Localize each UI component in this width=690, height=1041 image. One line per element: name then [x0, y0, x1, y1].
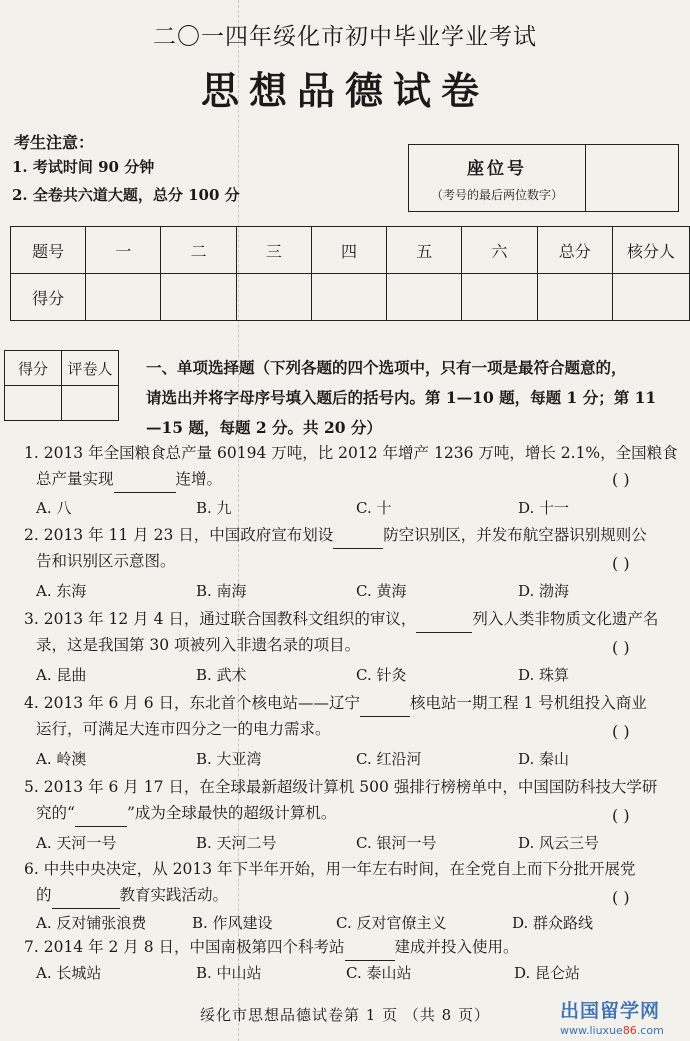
question-3-option-b[interactable]: B. 武术 — [196, 666, 247, 684]
watermark-url-num: 86 — [622, 1024, 637, 1037]
question-4-line2: 运行，可满足大连市四分之一的电力需求。 — [36, 720, 331, 738]
score-header-3: 三 — [236, 227, 311, 274]
question-5-line2-pre: 究的“ — [36, 804, 75, 822]
question-6-line2-post: 教育实践活动。 — [119, 886, 229, 904]
question-2-blank[interactable] — [333, 522, 383, 549]
question-1-option-a[interactable]: A. 八 — [36, 499, 72, 517]
question-1-line2-pre: 总产量实现 — [36, 470, 114, 488]
question-2-line1-post: 防空识别区，并发布航空器识别规则公 — [383, 526, 647, 544]
grader-name-label: 评卷人 — [62, 351, 119, 386]
question-6-option-d[interactable]: D. 群众路线 — [512, 914, 594, 932]
question-6-line2-pre: 的 — [36, 886, 52, 904]
seat-number-field[interactable] — [586, 145, 679, 212]
question-7-line1-pre: 7. 2014 年 2 月 8 日，中国南极第四个科考站 — [24, 938, 345, 956]
score-header-1: 一 — [86, 227, 161, 274]
question-3-line1 — [24, 606, 658, 633]
question-4-option-d[interactable]: D. 秦山 — [518, 750, 570, 768]
question-6-answer-paren[interactable]: ( ) — [612, 888, 630, 907]
watermark-brand: 出国留学网 — [560, 1000, 661, 1022]
watermark-logo — [560, 996, 664, 1037]
question-5-option-a[interactable]: A. 天河一号 — [36, 834, 117, 852]
question-5-line2-post: ”成为全球最快的超级计算机。 — [126, 804, 337, 822]
section-heading-line3: —15 题，每题 2 分。共 20 分） — [146, 418, 382, 437]
question-2-option-a[interactable]: A. 东海 — [36, 582, 87, 600]
page-footer: 绥化市思想品德试卷第 1 页 （共 8 页） — [200, 1006, 490, 1024]
score-header-total: 总分 — [537, 227, 612, 274]
section-heading-line2: 请选出并将字母序号填入题后的括号内。第 1—10 题，每题 1 分；第 11 — [146, 388, 657, 407]
watermark-url-pre: www.liuxue — [560, 1024, 623, 1037]
question-5-option-c[interactable]: C. 银河一号 — [356, 834, 437, 852]
question-6-option-b[interactable]: B. 作风建设 — [192, 914, 273, 932]
question-1-answer-paren[interactable]: ( ) — [612, 470, 630, 489]
question-3-line2: 录，这是我国第 30 项被列入非遗名录的项目。 — [36, 636, 361, 654]
fold-line — [238, 0, 239, 1041]
score-cell-3[interactable] — [236, 274, 311, 321]
question-3-option-a[interactable]: A. 昆曲 — [36, 666, 87, 684]
notice-item-time: 1. 考试时间 90 分钟 — [12, 158, 155, 176]
question-2-answer-paren[interactable]: ( ) — [612, 554, 630, 573]
question-1-line2-post: 连增。 — [175, 470, 223, 488]
score-cell-2[interactable] — [161, 274, 236, 321]
score-row-label: 得分 — [11, 274, 86, 321]
question-1-option-b[interactable]: B. 九 — [196, 499, 232, 517]
watermark-url — [560, 1024, 664, 1037]
question-4-line1-pre: 4. 2013 年 6 月 6 日，东北首个核电站——辽宁 — [24, 694, 361, 712]
question-6-blank[interactable] — [52, 882, 120, 909]
question-5-line2 — [36, 800, 336, 827]
question-4-option-b[interactable]: B. 大亚湾 — [196, 750, 262, 768]
section-heading-line1: 一、单项选择题（下列各题的四个选项中，只有一项是最符合题意的， — [146, 358, 627, 377]
question-2-option-d[interactable]: D. 渤海 — [518, 582, 570, 600]
score-cell-4[interactable] — [311, 274, 386, 321]
question-5-option-d[interactable]: D. 风云三号 — [518, 834, 600, 852]
question-4-line1-post: 核电站一期工程 1 号机组投入商业 — [410, 694, 647, 712]
score-cell-5[interactable] — [387, 274, 462, 321]
question-3-option-d[interactable]: D. 珠算 — [518, 666, 570, 684]
seat-number-label: 座位号 — [467, 158, 527, 179]
question-6-line1: 6. 中共中央决定，从 2013 年下半年开始，用一年左右时间，在全党自上而下分批开展党 — [24, 860, 636, 878]
question-7-option-d[interactable]: D. 昆仑站 — [514, 964, 581, 982]
score-header-checker: 核分人 — [612, 227, 689, 274]
question-4-line1 — [24, 690, 647, 717]
question-3-answer-paren[interactable]: ( ) — [612, 638, 630, 657]
question-7-line1-post: 建成并投入使用。 — [394, 938, 519, 956]
score-cell-6[interactable] — [462, 274, 537, 321]
question-6-option-c[interactable]: C. 反对官僚主义 — [336, 914, 447, 932]
score-header-4: 四 — [311, 227, 386, 274]
score-table-header-row — [11, 227, 690, 274]
score-header-6: 六 — [462, 227, 537, 274]
question-5-blank[interactable] — [75, 800, 127, 827]
question-2-option-b[interactable]: B. 南海 — [196, 582, 247, 600]
exam-subject-title: 思想品德试卷 — [200, 68, 489, 113]
question-6-line2 — [36, 882, 228, 909]
question-1-option-c[interactable]: C. 十 — [356, 499, 392, 517]
question-2-line2: 告和识别区示意图。 — [36, 552, 176, 570]
grader-name-cell[interactable] — [62, 386, 119, 421]
question-2-line1-pre: 2. 2013 年 11 月 23 日，中国政府宣布划设 — [24, 526, 334, 544]
question-5-line1: 5. 2013 年 6 月 17 日，在全球最新超级计算机 500 强排行榜榜单中，中国国防科技大学研 — [24, 778, 658, 796]
question-4-blank[interactable] — [360, 690, 410, 717]
score-table — [10, 226, 690, 321]
notice-title: 考生注意： — [14, 133, 95, 152]
question-2-option-c[interactable]: C. 黄海 — [356, 582, 407, 600]
score-cell-checker[interactable] — [612, 274, 689, 321]
seat-number-hint: （考号的最后两位数字） — [430, 187, 563, 202]
question-5-answer-paren[interactable]: ( ) — [612, 806, 630, 825]
score-header-2: 二 — [161, 227, 236, 274]
question-7-option-b[interactable]: B. 中山站 — [196, 964, 262, 982]
question-7-line1 — [24, 934, 519, 961]
seat-number-box — [408, 144, 679, 212]
grader-score-cell[interactable] — [5, 386, 62, 421]
score-header-5: 五 — [387, 227, 462, 274]
question-5-option-b[interactable]: B. 天河二号 — [196, 834, 277, 852]
question-2-line1 — [24, 522, 647, 549]
question-1-option-d[interactable]: D. 十一 — [518, 499, 570, 517]
question-3-line1-pre: 3. 2013 年 12 月 4 日，通过联合国教科文组织的审议， — [24, 610, 417, 628]
seat-number-label-cell — [409, 145, 586, 212]
score-header-question: 题号 — [11, 227, 86, 274]
question-1-blank[interactable] — [114, 466, 176, 493]
question-4-answer-paren[interactable]: ( ) — [612, 722, 630, 741]
question-3-blank[interactable] — [416, 606, 472, 633]
score-cell-1[interactable] — [86, 274, 161, 321]
notice-item-score: 2. 全卷共六道大题，总分 100 分 — [12, 186, 240, 204]
question-3-option-c[interactable]: C. 针灸 — [356, 666, 407, 684]
score-table-score-row — [11, 274, 690, 321]
exam-title: 二〇一四年绥化市初中毕业学业考试 — [153, 24, 537, 50]
watermark-url-post: .com — [636, 1024, 664, 1037]
question-7-option-a[interactable]: A. 长城站 — [36, 964, 102, 982]
question-4-option-a[interactable]: A. 岭澳 — [36, 750, 87, 768]
question-7-option-c[interactable]: C. 泰山站 — [346, 964, 412, 982]
question-1-line2 — [36, 466, 222, 493]
grader-box — [4, 350, 119, 421]
grader-score-label: 得分 — [5, 351, 62, 386]
question-1-line1: 1. 2013 年全国粮食总产量 60194 万吨，比 2012 年增产 1236 万吨，增长 2.1%，全国粮食 — [24, 444, 678, 462]
question-6-option-a[interactable]: A. 反对铺张浪费 — [36, 914, 147, 932]
question-7-blank[interactable] — [345, 934, 395, 961]
question-4-option-c[interactable]: C. 红沿河 — [356, 750, 422, 768]
score-cell-total[interactable] — [537, 274, 612, 321]
question-3-line1-post: 列入人类非物质文化遗产名 — [472, 610, 659, 628]
